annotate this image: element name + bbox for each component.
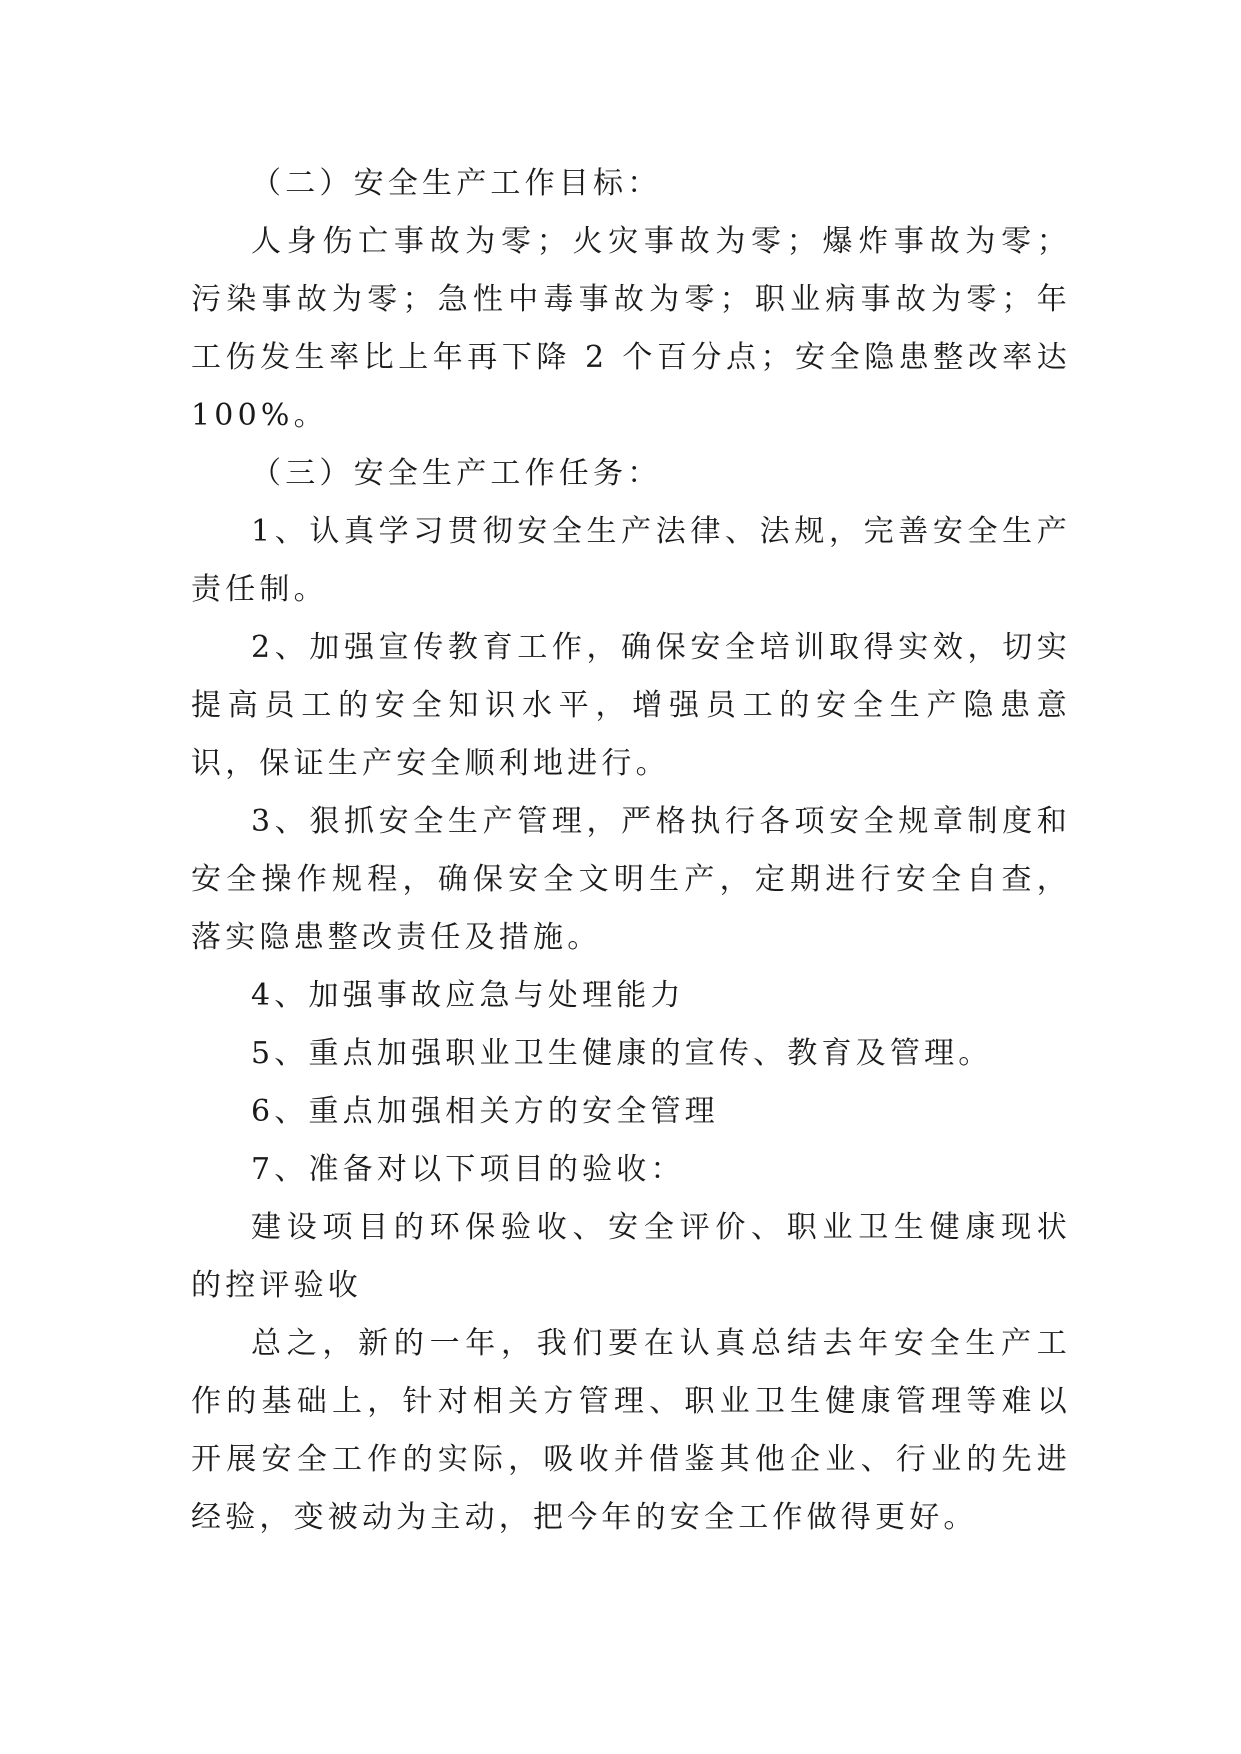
section-heading-goals: （二）安全生产工作目标： (251, 166, 662, 201)
paragraph-goals: 人身伤亡事故为零；火灾事故为零；爆炸事故为零；污染事故为零；急性中毒事故为零；职业病事故为零；年工伤发生率比上年再下降 2 个百分点；安全隐患整改率达 100%。 (191, 224, 1071, 433)
task-item-5: 5、重点加强职业卫生健康的宣传、教育及管理。 (251, 1036, 993, 1071)
section-heading-tasks: （三）安全生产工作任务： (251, 456, 662, 491)
task-item-6: 6、重点加强相关方的安全管理 (251, 1094, 719, 1129)
task-item-3: 3、狠抓安全生产管理，严格执行各项安全规章制度和安全操作规程，确保安全文明生产，定期进行安全自查，落实隐患整改责任及措施。 (191, 804, 1071, 955)
task-item-4: 4、加强事故应急与处理能力 (251, 978, 685, 1013)
document-body (191, 155, 1071, 1547)
task-item-1: 1、认真学习贯彻安全生产法律、法规，完善安全生产责任制。 (191, 514, 1071, 607)
paragraph-summary: 总之，新的一年，我们要在认真总结去年安全生产工作的基础上，针对相关方管理、职业卫生健康管理等难以开展安全工作的实际，吸收并借鉴其他企业、行业的先进经验，变被动为主动，把今年的安全工作做得更好。 (191, 1326, 1071, 1535)
paragraph-acceptance-items: 建设项目的环保验收、安全评价、职业卫生健康现状的控评验收 (191, 1210, 1071, 1303)
task-item-7: 7、准备对以下项目的验收： (251, 1152, 685, 1187)
task-item-2: 2、加强宣传教育工作，确保安全培训取得实效，切实提高员工的安全知识水平，增强员工的安全生产隐患意识，保证生产安全顺利地进行。 (191, 630, 1071, 781)
